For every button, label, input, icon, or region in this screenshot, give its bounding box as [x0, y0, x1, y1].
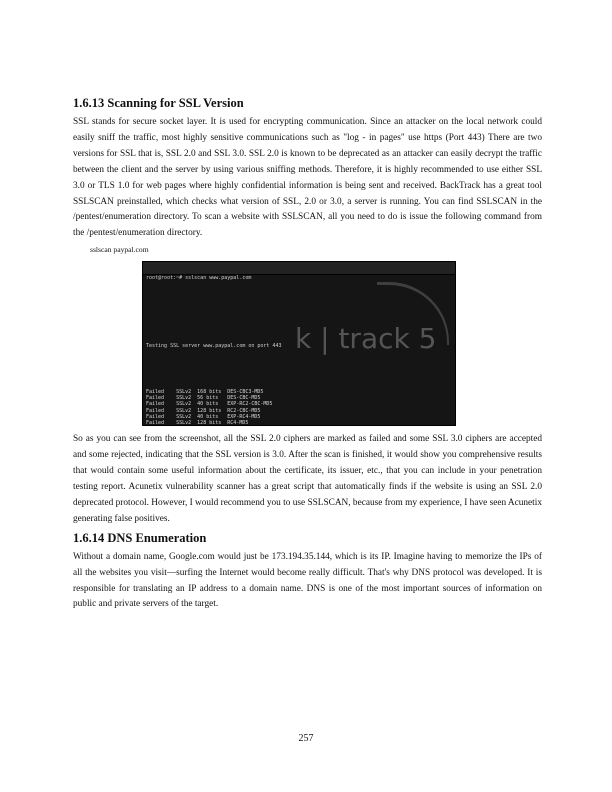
terminal-screenshot	[142, 261, 456, 426]
dns-intro-paragraph: Without a domain name, Google.com would just be 173.194.35.144, which is its IP. Imagine having to memorize the IPs of all the websites you visit—surfing the Internet would become really difficult. That's why DNS protocol was developed. It is responsible for translating an IP address to a domain name. DNS is one of the most important sources of information on public and private servers of the target.	[73, 551, 542, 610]
cipher-row: Failed SSLv2 40 bits EXP-RC2-CBC-MD5	[146, 401, 273, 408]
command-example: sslscan paypal.com	[90, 245, 149, 255]
page-number: 257	[298, 733, 314, 744]
ssl-results-paragraph: So as you can see from the screenshot, all the SSL 2.0 ciphers are marked as failed and some SSL 3.0 ciphers are accepted and some rejected, indicating that the SSL version is 3.0. After the scan is finished, it would show you comprehensive results that would contain some useful information about the certificate, its issuer, etc., that you can include in your penetration testing report. Acunetix vulnerability scanner has a great script that automatically finds if the website is using an SSL 2.0 deprecated protocol. However, I would recommend you to use SSLSCAN, because from my experience, I have seen Acunetix generating false positives.	[73, 434, 542, 524]
cipher-row: Failed SSLv2 56 bits DES-CBC-MD5	[146, 395, 261, 402]
cipher-row: Failed SSLv2 128 bits RC4-MD5	[146, 420, 249, 427]
cipher-row: Failed SSLv2 168 bits DES-CBC3-MD5	[146, 388, 264, 395]
cipher-results	[146, 389, 281, 426]
backtrack-logo-text: k | track 5	[295, 322, 437, 356]
ssl-intro-paragraph: SSL stands for secure socket layer. It is used for encrypting communication. Since an attacker on the local network could easily sniff the traffic, most highly sensitive communications such as "log - in pages" use https (Port 443) There are two versions for SSL that is, SSL 2.0 and SSL 3.0. SSL 2.0 is known to be deprecated as an attacker can easily decrypt the traffic between the client and the server by using various sniffing methods. Therefore, it is highly recommended to use either SSL 3.0 or TLS 1.0 for web pages where highly confidential information is being sent and received. BackTrack has a great tool SSLSCAN preinstalled, which checks what version of SSL, 2.0 or 3.0, a server is running. You can find SSLSCAN in the /pentest/enumeration directory. To scan a website with SSLSCAN, all you need to do is issue the following command from the /pentest/enumeration directory.	[73, 117, 542, 239]
terminal-output	[146, 262, 281, 426]
section-heading-ssl: 1.6.13 Scanning for SSL Version	[73, 96, 244, 110]
cipher-row: Failed SSLv2 40 bits EXP-RC4-MD5	[146, 414, 261, 420]
terminal-testing-line: Testing SSL server www.paypal.com on port 443	[146, 343, 282, 350]
terminal-prompt-line: root@root:~# sslscan www.paypal.com	[146, 274, 252, 281]
section-heading-dns: 1.6.14 DNS Enumeration	[73, 530, 207, 545]
cipher-row: Failed SSLv2 128 bits RC2-CBC-MD5	[146, 407, 261, 414]
page-content	[73, 96, 542, 613]
